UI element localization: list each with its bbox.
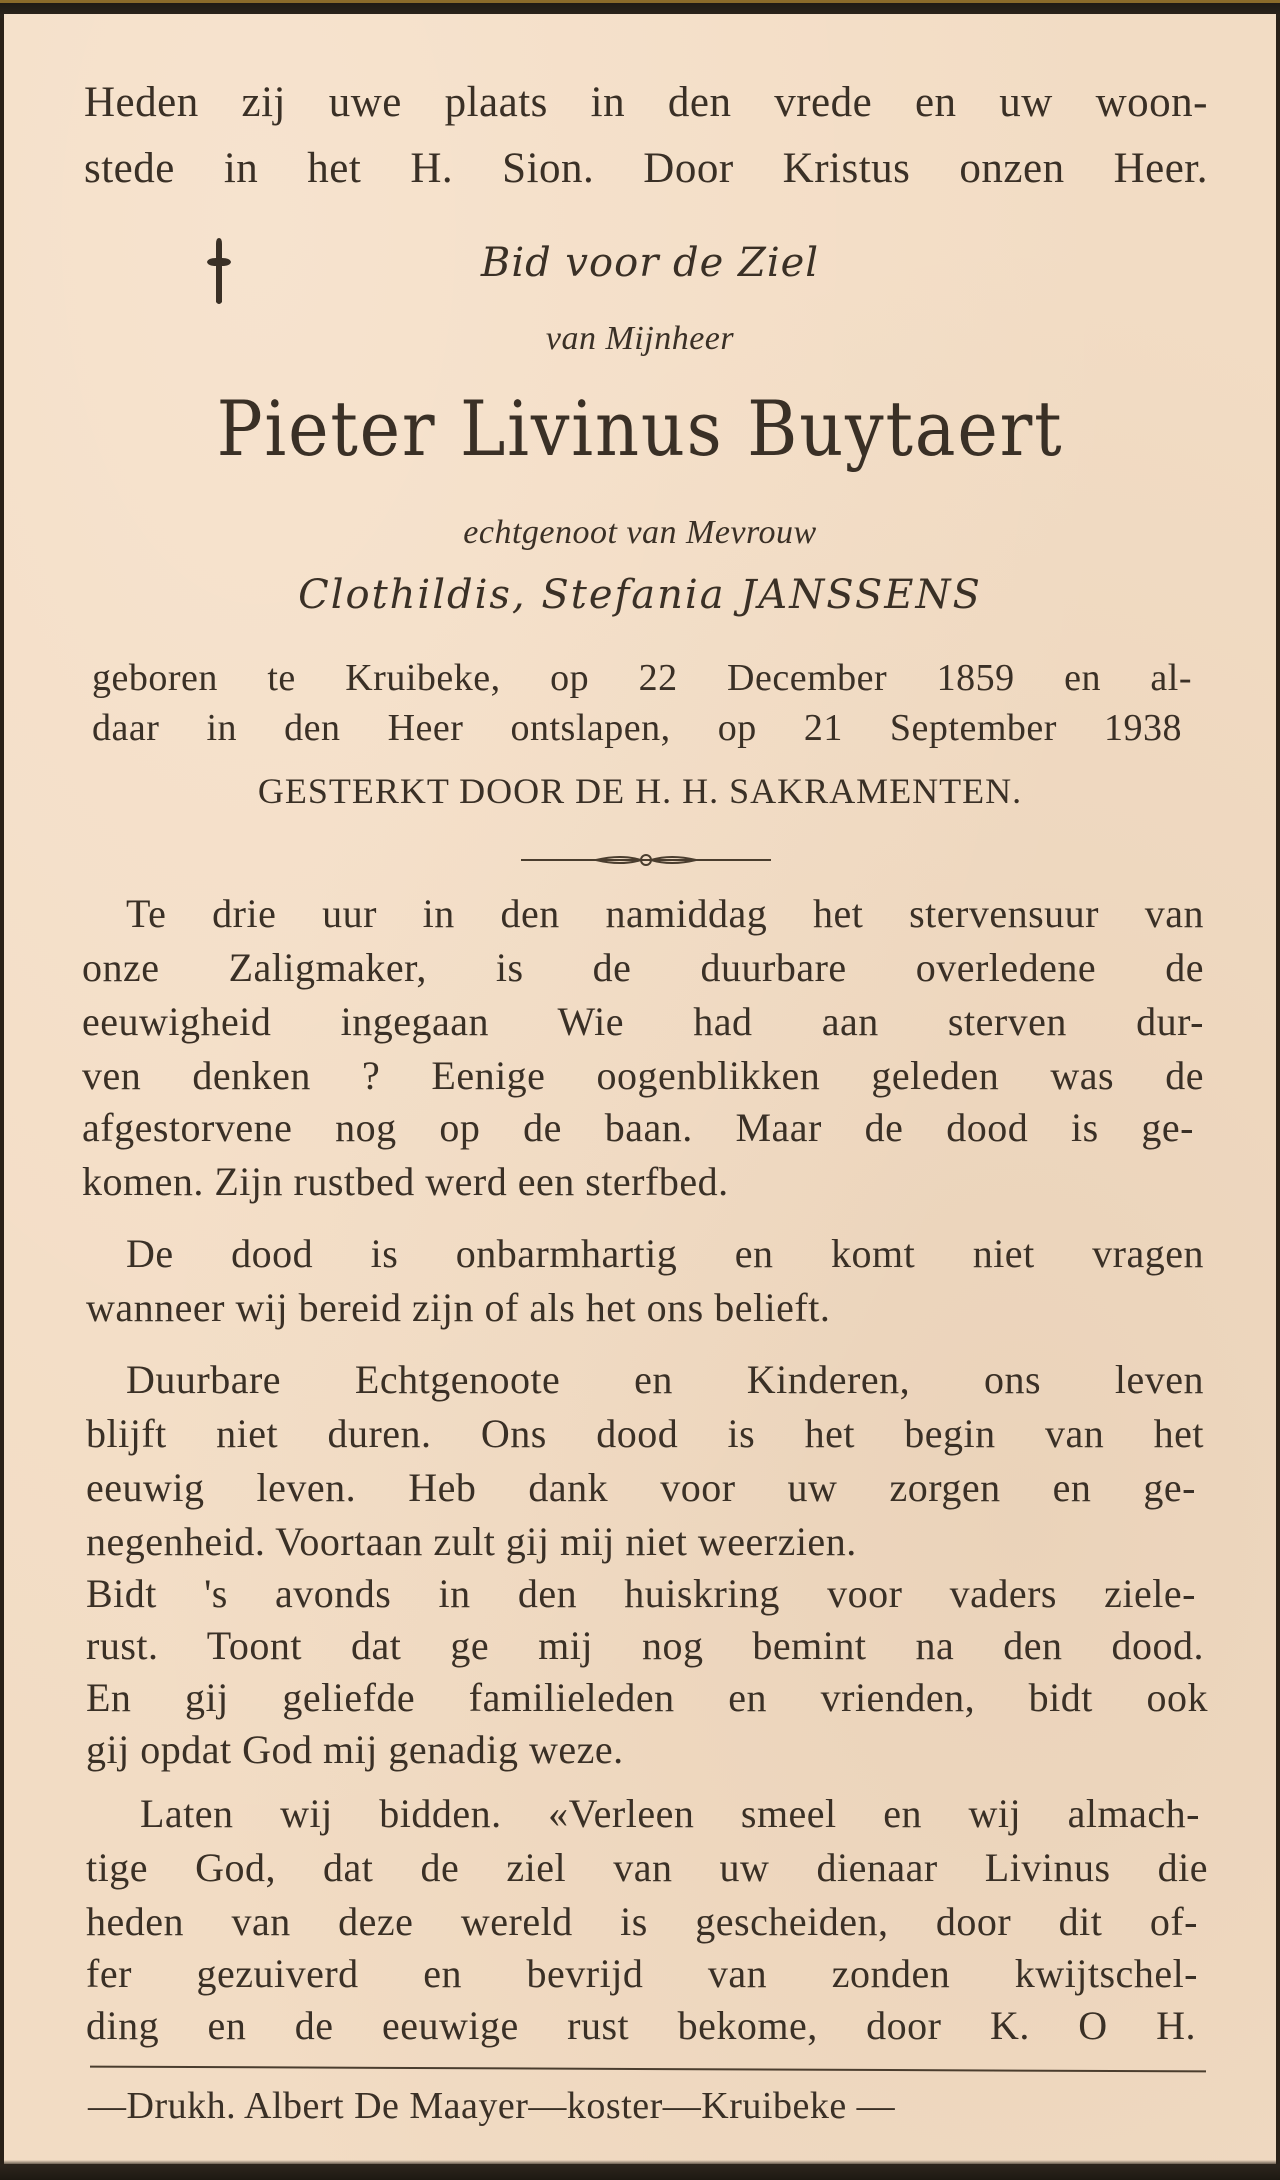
paragraph-line: De dood is onbarmhartig en komt niet vragen — [126, 1231, 1204, 1276]
paragraph-line: rust. Toont dat ge mij nog bemint na den dood. — [86, 1623, 1204, 1668]
spouse-name: Clothildis, Stefania JANSSENS — [298, 572, 982, 618]
paragraph-line: En gij geliefde familieleden en vrienden, bidt ook — [86, 1675, 1208, 1720]
paragraph-line: ven denken ? Eenige oogenblikken geleden was de — [82, 1053, 1204, 1098]
paragraph-line: onze Zaligmaker, is de duurbare overledene de — [82, 945, 1204, 990]
paragraph-line: Te drie uur in den namiddag het stervensuur van — [126, 891, 1204, 936]
paragraph-line: wanneer wij bereid zijn of als het ons belieft. — [86, 1285, 831, 1330]
sacraments-line: GESTERKT DOOR DE H. H. SAKRAMENTEN. — [257, 771, 1023, 811]
paragraph-line: komen. Zijn rustbed werd een sterfbed. — [82, 1159, 729, 1204]
death-line: daar in den Heer ontslapen, op 21 September 1938 — [92, 707, 1182, 749]
footer-rule — [90, 2066, 1206, 2073]
bid-voor-de-ziel: Bid voor de Ziel — [480, 240, 820, 286]
printer-credit: —Drukh. Albert De Maayer—koster—Kruibeke — — [88, 2085, 896, 2127]
birth-line: geboren te Kruibeke, op 22 December 1859 en al- — [92, 657, 1192, 699]
intro-line-1: Heden zij uwe plaats in den vrede en uw woon- — [84, 79, 1208, 126]
paragraph-line: afgestorvene nog op de baan. Maar de dood is ge- — [82, 1105, 1194, 1150]
card-bottom-edge — [0, 2160, 1280, 2180]
paragraph-line: gij opdat God mij genadig weze. — [86, 1727, 624, 1772]
paragraph-line: Bidt 's avonds in den huiskring voor vaders ziele- — [86, 1571, 1196, 1616]
paragraph-line: eeuwigheid ingegaan Wie had aan sterven dur- — [82, 999, 1204, 1044]
paragraph-line: negenheid. Voortaan zult gij mij niet weerzien. — [86, 1519, 857, 1564]
ornamental-divider — [521, 850, 771, 870]
deceased-name: Pieter Livinus Buytaert — [216, 384, 1064, 473]
paragraph-line: Laten wij bidden. «Verleen smeel en wij almach- — [140, 1791, 1200, 1836]
paragraph-line: heden van deze wereld is gescheiden, door dit of- — [86, 1899, 1198, 1944]
paragraph-line: ding en de eeuwige rust bekome, door K. O H. — [86, 2003, 1196, 2048]
spouse-intro: echtgenoot van Mevrouw — [463, 514, 817, 551]
memorial-card — [4, 14, 1276, 2164]
paragraph-line: eeuwig leven. Heb dank voor uw zorgen en ge- — [86, 1465, 1196, 1510]
intro-line-2: stede in het H. Sion. Door Kristus onzen Heer. — [84, 145, 1208, 192]
paragraph-line: tige God, dat de ziel van uw dienaar Livinus die — [86, 1845, 1208, 1890]
van-mijnheer: van Mijnheer — [545, 320, 735, 357]
paragraph-line: fer gezuiverd en bevrijd van zonden kwijtschel- — [86, 1951, 1198, 1996]
paragraph-line: Duurbare Echtgenoote en Kinderen, ons leven — [126, 1357, 1204, 1402]
paragraph-line: blijft niet duren. Ons dood is het begin van het — [86, 1411, 1204, 1456]
